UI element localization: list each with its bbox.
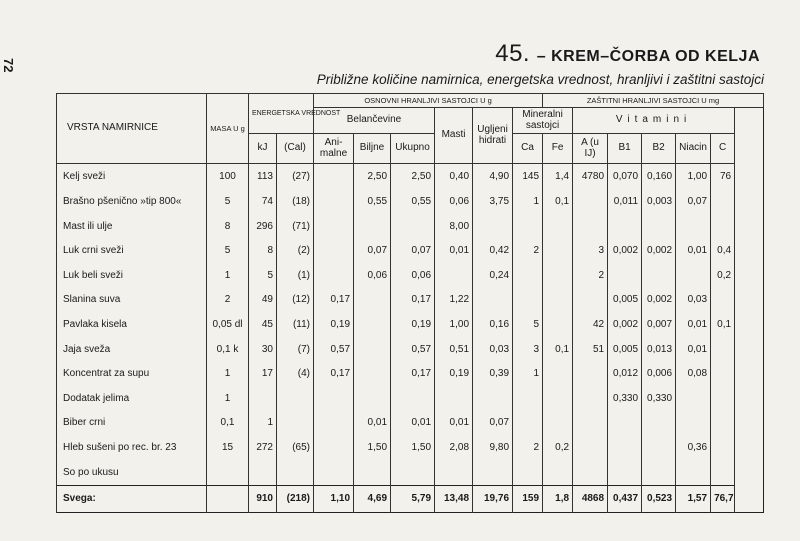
cell-b2: 0,330: [642, 386, 676, 411]
cell-b2: [642, 263, 676, 288]
cell-cal: [277, 386, 314, 411]
cell-mas: 1,22: [435, 288, 473, 313]
cell-ug: [473, 386, 513, 411]
cell-ni: 1,00: [676, 164, 711, 190]
cell-c: [711, 288, 735, 313]
cell-b1: 0,070: [608, 164, 642, 190]
cell-c: [711, 189, 735, 214]
cell-fe: [543, 214, 573, 239]
header-b2: B2: [642, 134, 676, 164]
header-mineralni: Mineralni sastojci: [513, 108, 573, 134]
cell-fe: [543, 460, 573, 486]
page-title: [495, 40, 760, 68]
cell-b1: 0,437: [608, 485, 642, 512]
cell-kj: [249, 460, 277, 486]
cell-ni: 0,03: [676, 288, 711, 313]
cell-uk: 1,50: [391, 435, 435, 460]
cell-bil: 0,55: [354, 189, 391, 214]
cell-fe: 0,1: [543, 189, 573, 214]
cell-name: So po ukusu: [57, 460, 207, 486]
cell-fe: [543, 288, 573, 313]
cell-c: 76,7: [711, 485, 735, 512]
cell-ca: [513, 460, 543, 486]
cell-mas: [435, 460, 473, 486]
cell-b2: [642, 214, 676, 239]
header-fe: Fe: [543, 134, 573, 164]
cell-b1: [608, 411, 642, 436]
cell-kj: 8: [249, 238, 277, 263]
cell-b2: 0,013: [642, 337, 676, 362]
cell-masa: [207, 460, 249, 486]
cell-fe: 0,1: [543, 337, 573, 362]
header-a: A (u IJ): [573, 134, 608, 164]
cell-kj: 1: [249, 411, 277, 436]
header-vrsta: VRSTA NAMIRNICE: [57, 94, 207, 164]
cell-a: [573, 435, 608, 460]
cell-ca: 2: [513, 238, 543, 263]
cell-ni: 1,57: [676, 485, 711, 512]
cell-ni: 0,01: [676, 238, 711, 263]
cell-cal: [277, 460, 314, 486]
cell-name: Jaja sveža: [57, 337, 207, 362]
cell-bil: [354, 312, 391, 337]
cell-b1: 0,002: [608, 238, 642, 263]
cell-name: Mast ili ulje: [57, 214, 207, 239]
cell-masa: 1: [207, 386, 249, 411]
cell-ani: [314, 238, 354, 263]
table-body: [57, 164, 764, 513]
cell-name: Brašno pšenično »tip 800«: [57, 189, 207, 214]
cell-cal: (18): [277, 189, 314, 214]
cell-b1: 0,005: [608, 337, 642, 362]
cell-fe: [543, 411, 573, 436]
cell-name: Kelj sveži: [57, 164, 207, 190]
header-belancevine: Belančevine: [314, 108, 435, 134]
cell-cal: (11): [277, 312, 314, 337]
cell-cal: (12): [277, 288, 314, 313]
cell-a: 2: [573, 263, 608, 288]
cell-ni: 0,01: [676, 337, 711, 362]
cell-fe: 0,2: [543, 435, 573, 460]
cell-b2: 0,160: [642, 164, 676, 190]
cell-ug: [473, 460, 513, 486]
cell-ca: 1: [513, 189, 543, 214]
cell-uk: 0,55: [391, 189, 435, 214]
cell-fe: [543, 238, 573, 263]
table-row: [57, 263, 764, 288]
cell-ug: [473, 214, 513, 239]
cell-masa: [207, 485, 249, 512]
cell-uk: [391, 386, 435, 411]
cell-ani: 0,19: [314, 312, 354, 337]
cell-ca: 2: [513, 435, 543, 460]
cell-uk: 0,01: [391, 411, 435, 436]
cell-ani: 0,17: [314, 288, 354, 313]
cell-cal: (4): [277, 361, 314, 386]
cell-b2: [642, 435, 676, 460]
table-row: [57, 164, 764, 190]
cell-ca: 145: [513, 164, 543, 190]
header-masa: MASA U g: [207, 94, 249, 164]
cell-mas: 0,40: [435, 164, 473, 190]
cell-b1: 0,012: [608, 361, 642, 386]
cell-ca: [513, 263, 543, 288]
cell-ani: [314, 435, 354, 460]
cell-uk: 0,19: [391, 312, 435, 337]
cell-masa: 100: [207, 164, 249, 190]
cell-masa: 8: [207, 214, 249, 239]
cell-c: [711, 386, 735, 411]
table-row: [57, 288, 764, 313]
cell-ani: [314, 263, 354, 288]
cell-ca: 5: [513, 312, 543, 337]
cell-kj: 49: [249, 288, 277, 313]
total-row: [57, 485, 764, 512]
cell-uk: 0,17: [391, 361, 435, 386]
header-vitamini: Vitamini: [573, 108, 735, 134]
cell-uk: 0,57: [391, 337, 435, 362]
cell-kj: 74: [249, 189, 277, 214]
cell-mas: 1,00: [435, 312, 473, 337]
cell-kj: 296: [249, 214, 277, 239]
cell-uk: 0,17: [391, 288, 435, 313]
table-row: [57, 411, 764, 436]
cell-ug: 9,80: [473, 435, 513, 460]
cell-fe: [543, 386, 573, 411]
cell-ug: 0,42: [473, 238, 513, 263]
cell-fe: [543, 361, 573, 386]
cell-c: [711, 411, 735, 436]
table-row: [57, 460, 764, 486]
cell-kj: 45: [249, 312, 277, 337]
cell-mas: 0,06: [435, 189, 473, 214]
cell-mas: 13,48: [435, 485, 473, 512]
table-row: [57, 361, 764, 386]
cell-a: 4868: [573, 485, 608, 512]
cell-ug: 0,07: [473, 411, 513, 436]
cell-ug: 0,39: [473, 361, 513, 386]
cell-mas: 2,08: [435, 435, 473, 460]
cell-cal: (71): [277, 214, 314, 239]
cell-ni: 0,08: [676, 361, 711, 386]
cell-fe: 1,8: [543, 485, 573, 512]
cell-bil: 2,50: [354, 164, 391, 190]
cell-ni: [676, 411, 711, 436]
cell-b2: 0,003: [642, 189, 676, 214]
cell-cal: (27): [277, 164, 314, 190]
cell-c: 0,2: [711, 263, 735, 288]
cell-mas: 0,01: [435, 238, 473, 263]
cell-masa: 1: [207, 361, 249, 386]
header-biljne: Biljne: [354, 134, 391, 164]
header-kj: kJ: [249, 134, 277, 164]
cell-bil: 0,06: [354, 263, 391, 288]
cell-kj: 17: [249, 361, 277, 386]
cell-bil: [354, 288, 391, 313]
cell-ni: 0,07: [676, 189, 711, 214]
cell-c: 0,4: [711, 238, 735, 263]
cell-mas: 0,51: [435, 337, 473, 362]
header-niacin: Niacin: [676, 134, 711, 164]
cell-ca: 1: [513, 361, 543, 386]
cell-b1: [608, 263, 642, 288]
cell-name: Slanina suva: [57, 288, 207, 313]
header-ugljeni: Ugljeni hidrati: [473, 108, 513, 164]
cell-ca: [513, 214, 543, 239]
cell-ug: 3,75: [473, 189, 513, 214]
header-energetska: ENERGETSKA VREDNOST: [249, 94, 314, 134]
cell-b2: 0,002: [642, 238, 676, 263]
cell-ug: 0,16: [473, 312, 513, 337]
cell-kj: 5: [249, 263, 277, 288]
table-row: [57, 238, 764, 263]
cell-b1: 0,330: [608, 386, 642, 411]
cell-a: 51: [573, 337, 608, 362]
cell-ani: 0,57: [314, 337, 354, 362]
cell-uk: 0,06: [391, 263, 435, 288]
cell-a: [573, 460, 608, 486]
recipe-name: – KREM–ČORBA OD KELJA: [536, 48, 760, 65]
cell-name: Pavlaka kisela: [57, 312, 207, 337]
cell-ani: [314, 460, 354, 486]
cell-b2: 0,006: [642, 361, 676, 386]
cell-ug: 0,03: [473, 337, 513, 362]
cell-kj: 30: [249, 337, 277, 362]
cell-a: [573, 386, 608, 411]
cell-ca: 3: [513, 337, 543, 362]
cell-mas: 8,00: [435, 214, 473, 239]
table-row: [57, 189, 764, 214]
cell-b1: [608, 214, 642, 239]
cell-name: Biber crni: [57, 411, 207, 436]
cell-ug: 19,76: [473, 485, 513, 512]
cell-a: 42: [573, 312, 608, 337]
cell-cal: (1): [277, 263, 314, 288]
cell-bil: [354, 460, 391, 486]
cell-c: [711, 460, 735, 486]
cell-ug: 4,90: [473, 164, 513, 190]
cell-ani: 0,17: [314, 361, 354, 386]
cell-ni: [676, 386, 711, 411]
cell-bil: [354, 386, 391, 411]
cell-a: [573, 288, 608, 313]
cell-masa: 15: [207, 435, 249, 460]
cell-b2: [642, 411, 676, 436]
cell-a: [573, 361, 608, 386]
cell-uk: 0,07: [391, 238, 435, 263]
cell-fe: 1,4: [543, 164, 573, 190]
cell-kj: 113: [249, 164, 277, 190]
cell-a: 4780: [573, 164, 608, 190]
cell-ca: [513, 411, 543, 436]
header-animalne: Ani- malne: [314, 134, 354, 164]
cell-ani: [314, 214, 354, 239]
header-cal: (Cal): [277, 134, 314, 164]
cell-kj: 272: [249, 435, 277, 460]
cell-ni: 0,36: [676, 435, 711, 460]
cell-c: [711, 361, 735, 386]
cell-name: Luk crni sveži: [57, 238, 207, 263]
cell-uk: 2,50: [391, 164, 435, 190]
cell-b2: [642, 460, 676, 486]
cell-ani: [314, 189, 354, 214]
cell-ca: 159: [513, 485, 543, 512]
cell-bil: 4,69: [354, 485, 391, 512]
cell-kj: 910: [249, 485, 277, 512]
nutrition-table: [56, 93, 764, 513]
cell-c: 76: [711, 164, 735, 190]
header-osnovni: OSNOVNI HRANLJIVI SASTOJCI U g: [314, 94, 543, 108]
cell-cal: (7): [277, 337, 314, 362]
cell-ni: [676, 460, 711, 486]
header-zastitni: ZAŠTITNI HRANLJIVI SASTOJCI U mg: [543, 94, 764, 108]
cell-b1: 0,002: [608, 312, 642, 337]
cell-masa: 2: [207, 288, 249, 313]
cell-name: Hleb sušeni po rec. br. 23: [57, 435, 207, 460]
cell-ni: 0,01: [676, 312, 711, 337]
cell-c: [711, 214, 735, 239]
cell-ani: [314, 164, 354, 190]
cell-b2: 0,523: [642, 485, 676, 512]
cell-name: Svega:: [57, 485, 207, 512]
cell-fe: [543, 263, 573, 288]
recipe-number: 45.: [495, 40, 531, 67]
cell-a: [573, 411, 608, 436]
cell-bil: 0,01: [354, 411, 391, 436]
cell-a: [573, 214, 608, 239]
cell-ani: [314, 411, 354, 436]
cell-masa: 0,1 k: [207, 337, 249, 362]
cell-name: Koncentrat za supu: [57, 361, 207, 386]
cell-uk: 5,79: [391, 485, 435, 512]
cell-c: [711, 435, 735, 460]
table-row: [57, 435, 764, 460]
cell-name: Dodatak jelima: [57, 386, 207, 411]
cell-cal: (2): [277, 238, 314, 263]
cell-bil: [354, 337, 391, 362]
cell-bil: [354, 214, 391, 239]
table-row: [57, 386, 764, 411]
header-b1: B1: [608, 134, 642, 164]
cell-b2: 0,002: [642, 288, 676, 313]
cell-b2: 0,007: [642, 312, 676, 337]
cell-masa: 0,1: [207, 411, 249, 436]
cell-ug: 0,24: [473, 263, 513, 288]
cell-ca: [513, 386, 543, 411]
cell-ni: [676, 214, 711, 239]
header-ca: Ca: [513, 134, 543, 164]
cell-a: [573, 189, 608, 214]
cell-c: 0,1: [711, 312, 735, 337]
cell-ani: 1,10: [314, 485, 354, 512]
cell-ni: [676, 263, 711, 288]
cell-mas: [435, 386, 473, 411]
cell-c: [711, 337, 735, 362]
cell-bil: [354, 361, 391, 386]
cell-b1: [608, 435, 642, 460]
cell-b1: 0,011: [608, 189, 642, 214]
table-row: [57, 312, 764, 337]
header-masti: Masti: [435, 108, 473, 164]
cell-fe: [543, 312, 573, 337]
table-row: [57, 337, 764, 362]
cell-b1: [608, 460, 642, 486]
cell-masa: 5: [207, 238, 249, 263]
cell-cal: [277, 411, 314, 436]
cell-kj: [249, 386, 277, 411]
cell-bil: 1,50: [354, 435, 391, 460]
cell-ug: [473, 288, 513, 313]
cell-b1: 0,005: [608, 288, 642, 313]
cell-ani: [314, 386, 354, 411]
cell-uk: [391, 214, 435, 239]
cell-masa: 0,05 dl: [207, 312, 249, 337]
cell-a: 3: [573, 238, 608, 263]
cell-name: Luk beli sveži: [57, 263, 207, 288]
cell-mas: 0,19: [435, 361, 473, 386]
cell-cal: (218): [277, 485, 314, 512]
cell-bil: 0,07: [354, 238, 391, 263]
header-ukupno: Ukupno: [391, 134, 435, 164]
cell-mas: 0,01: [435, 411, 473, 436]
cell-masa: 5: [207, 189, 249, 214]
page-subtitle: Približne količine namirnica, energetska vrednost, hranljivi i zaštitni sastojci: [316, 72, 764, 87]
header-c: C: [711, 134, 735, 164]
page-number: 72: [1, 58, 16, 73]
table-row: [57, 214, 764, 239]
cell-ca: [513, 288, 543, 313]
cell-cal: (65): [277, 435, 314, 460]
cell-mas: [435, 263, 473, 288]
cell-uk: [391, 460, 435, 486]
cell-masa: 1: [207, 263, 249, 288]
table-header: [57, 94, 764, 164]
